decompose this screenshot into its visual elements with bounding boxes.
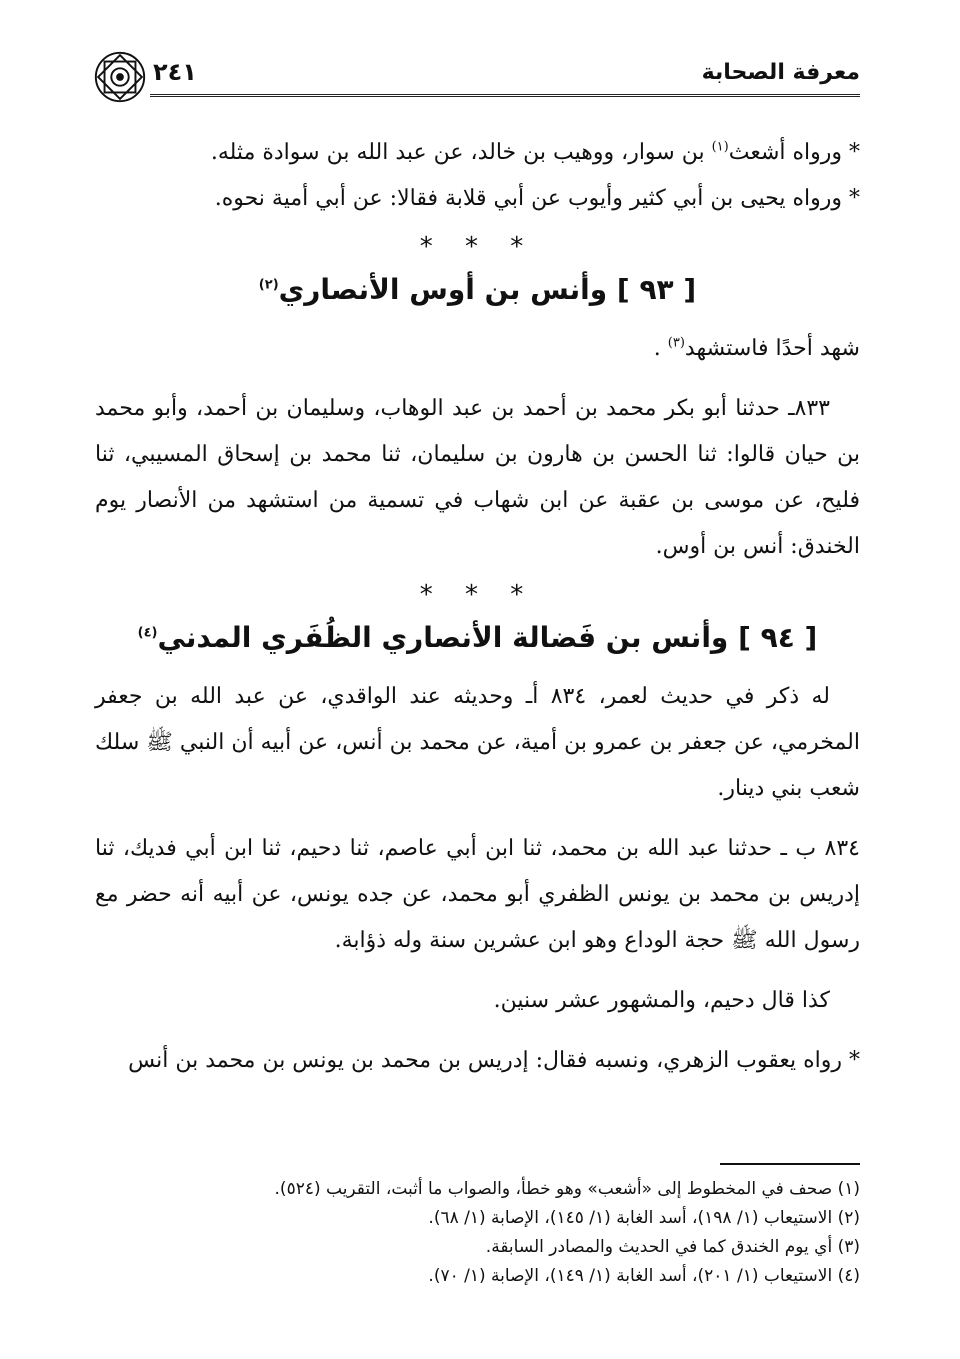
footnote-4: (٤) الاستيعاب (١/ ٢٠١)، أسد الغابة (١/ ١٤٩)، الإصابة (١/ ٧٠). xyxy=(428,1266,860,1286)
entry-93-heading: [ ٩٣ ] وأنس بن أوس الأنصاري$^{(٢)}$ xyxy=(258,273,697,306)
footnote-ref-3: (٣) xyxy=(667,335,685,351)
entry-93-narration: ٨٣٣ـ حدثنا أبو بكر محمد بن أحمد بن عبد الوهاب، وسليمان بن أحمد، وأبو محمد بن حيان قالوا: ثنا الحسن بن هارون بن سليمان، ثنا محمد بن إسحاق المسيبي، ثنا فليح، عن موسى بن عقبة عن ابن شهاب في تسمية من استشهد من الأنصار يوم الخندق: أنس بن أوس. xyxy=(95,396,860,559)
page-header xyxy=(95,52,860,102)
page-body xyxy=(95,130,860,1084)
footnotes xyxy=(95,1175,860,1291)
footnote-3: (٣) أي يوم الخندق كما في الحديث والمصادر السابقة. xyxy=(485,1237,860,1257)
entry-93-intro: شهد أحدًا فاستشهد$^{(٣)}$ . xyxy=(653,335,860,361)
footnote-ref-4: (٤) xyxy=(137,625,158,641)
footnote-rule xyxy=(720,1163,860,1165)
entry-94-heading: [ ٩٤ ] وأنس بن فَضالة الأنصاري الظُفَري المدني$^{(٤)}$ xyxy=(137,621,818,654)
star-ornament-icon xyxy=(91,48,149,106)
footnote-1: (١) صحف في المخطوط إلى «أشعب» وهو خطأ، والصواب ما أثبت، التقريب (٥٢٤). xyxy=(274,1179,860,1199)
entry-94-paragraph-1: له ذكر في حديث لعمر، ٨٣٤ أـ وحديثه عند الواقدي، عن عبد الله بن جعفر المخرمي، عن جعفر بن عمرو بن أمية، عن محمد بن أنس، عن أبيه أن النبي ﷺ سلك شعب بني دينار. xyxy=(95,684,860,801)
footnote-ref-1: (١) xyxy=(711,139,729,155)
entry-94-paragraph-3: كذا قال دحيم، والمشهور عشر سنين. xyxy=(493,988,830,1013)
header-rule xyxy=(150,94,860,97)
separator-stars: * * * xyxy=(419,232,536,262)
paragraph-yahya: * ورواه يحيى بن أبي كثير وأيوب عن أبي قلابة فقالا: عن أبي أمية نحوه. xyxy=(214,186,860,211)
footnote-2: (٢) الاستيعاب (١/ ١٩٨)، أسد الغابة (١/ ١٤٥)، الإصابة (١/ ٦٨). xyxy=(428,1208,860,1228)
paragraph-ashath: * ورواه أشعث$^{(١)}$ بن سوار، ووهيب بن خالد، عن عبد الله بن سوادة مثله. xyxy=(210,139,860,165)
page-number: ٢٤١ xyxy=(153,58,197,86)
entry-94-paragraph-2: ٨٣٤ ب ـ حدثنا عبد الله بن محمد، ثنا ابن أبي عاصم، ثنا دحيم، ثنا ابن أبي فديك، ثنا إدريس بن محمد بن يونس الظفري أبو محمد، عن جده يونس، عن أبيه أنه حضر مع رسول الله ﷺ حجة الوداع وهو ابن عشرين سنة وله ذؤابة. xyxy=(95,836,860,953)
entry-94-paragraph-4: * رواه يعقوب الزهري، ونسبه فقال: إدريس بن محمد بن يونس بن محمد بن أنس xyxy=(128,1048,860,1073)
footnote-ref-2: (٢) xyxy=(258,277,279,293)
separator-stars-2: * * * xyxy=(419,580,536,610)
running-title: معرفة الصحابة xyxy=(701,60,860,85)
